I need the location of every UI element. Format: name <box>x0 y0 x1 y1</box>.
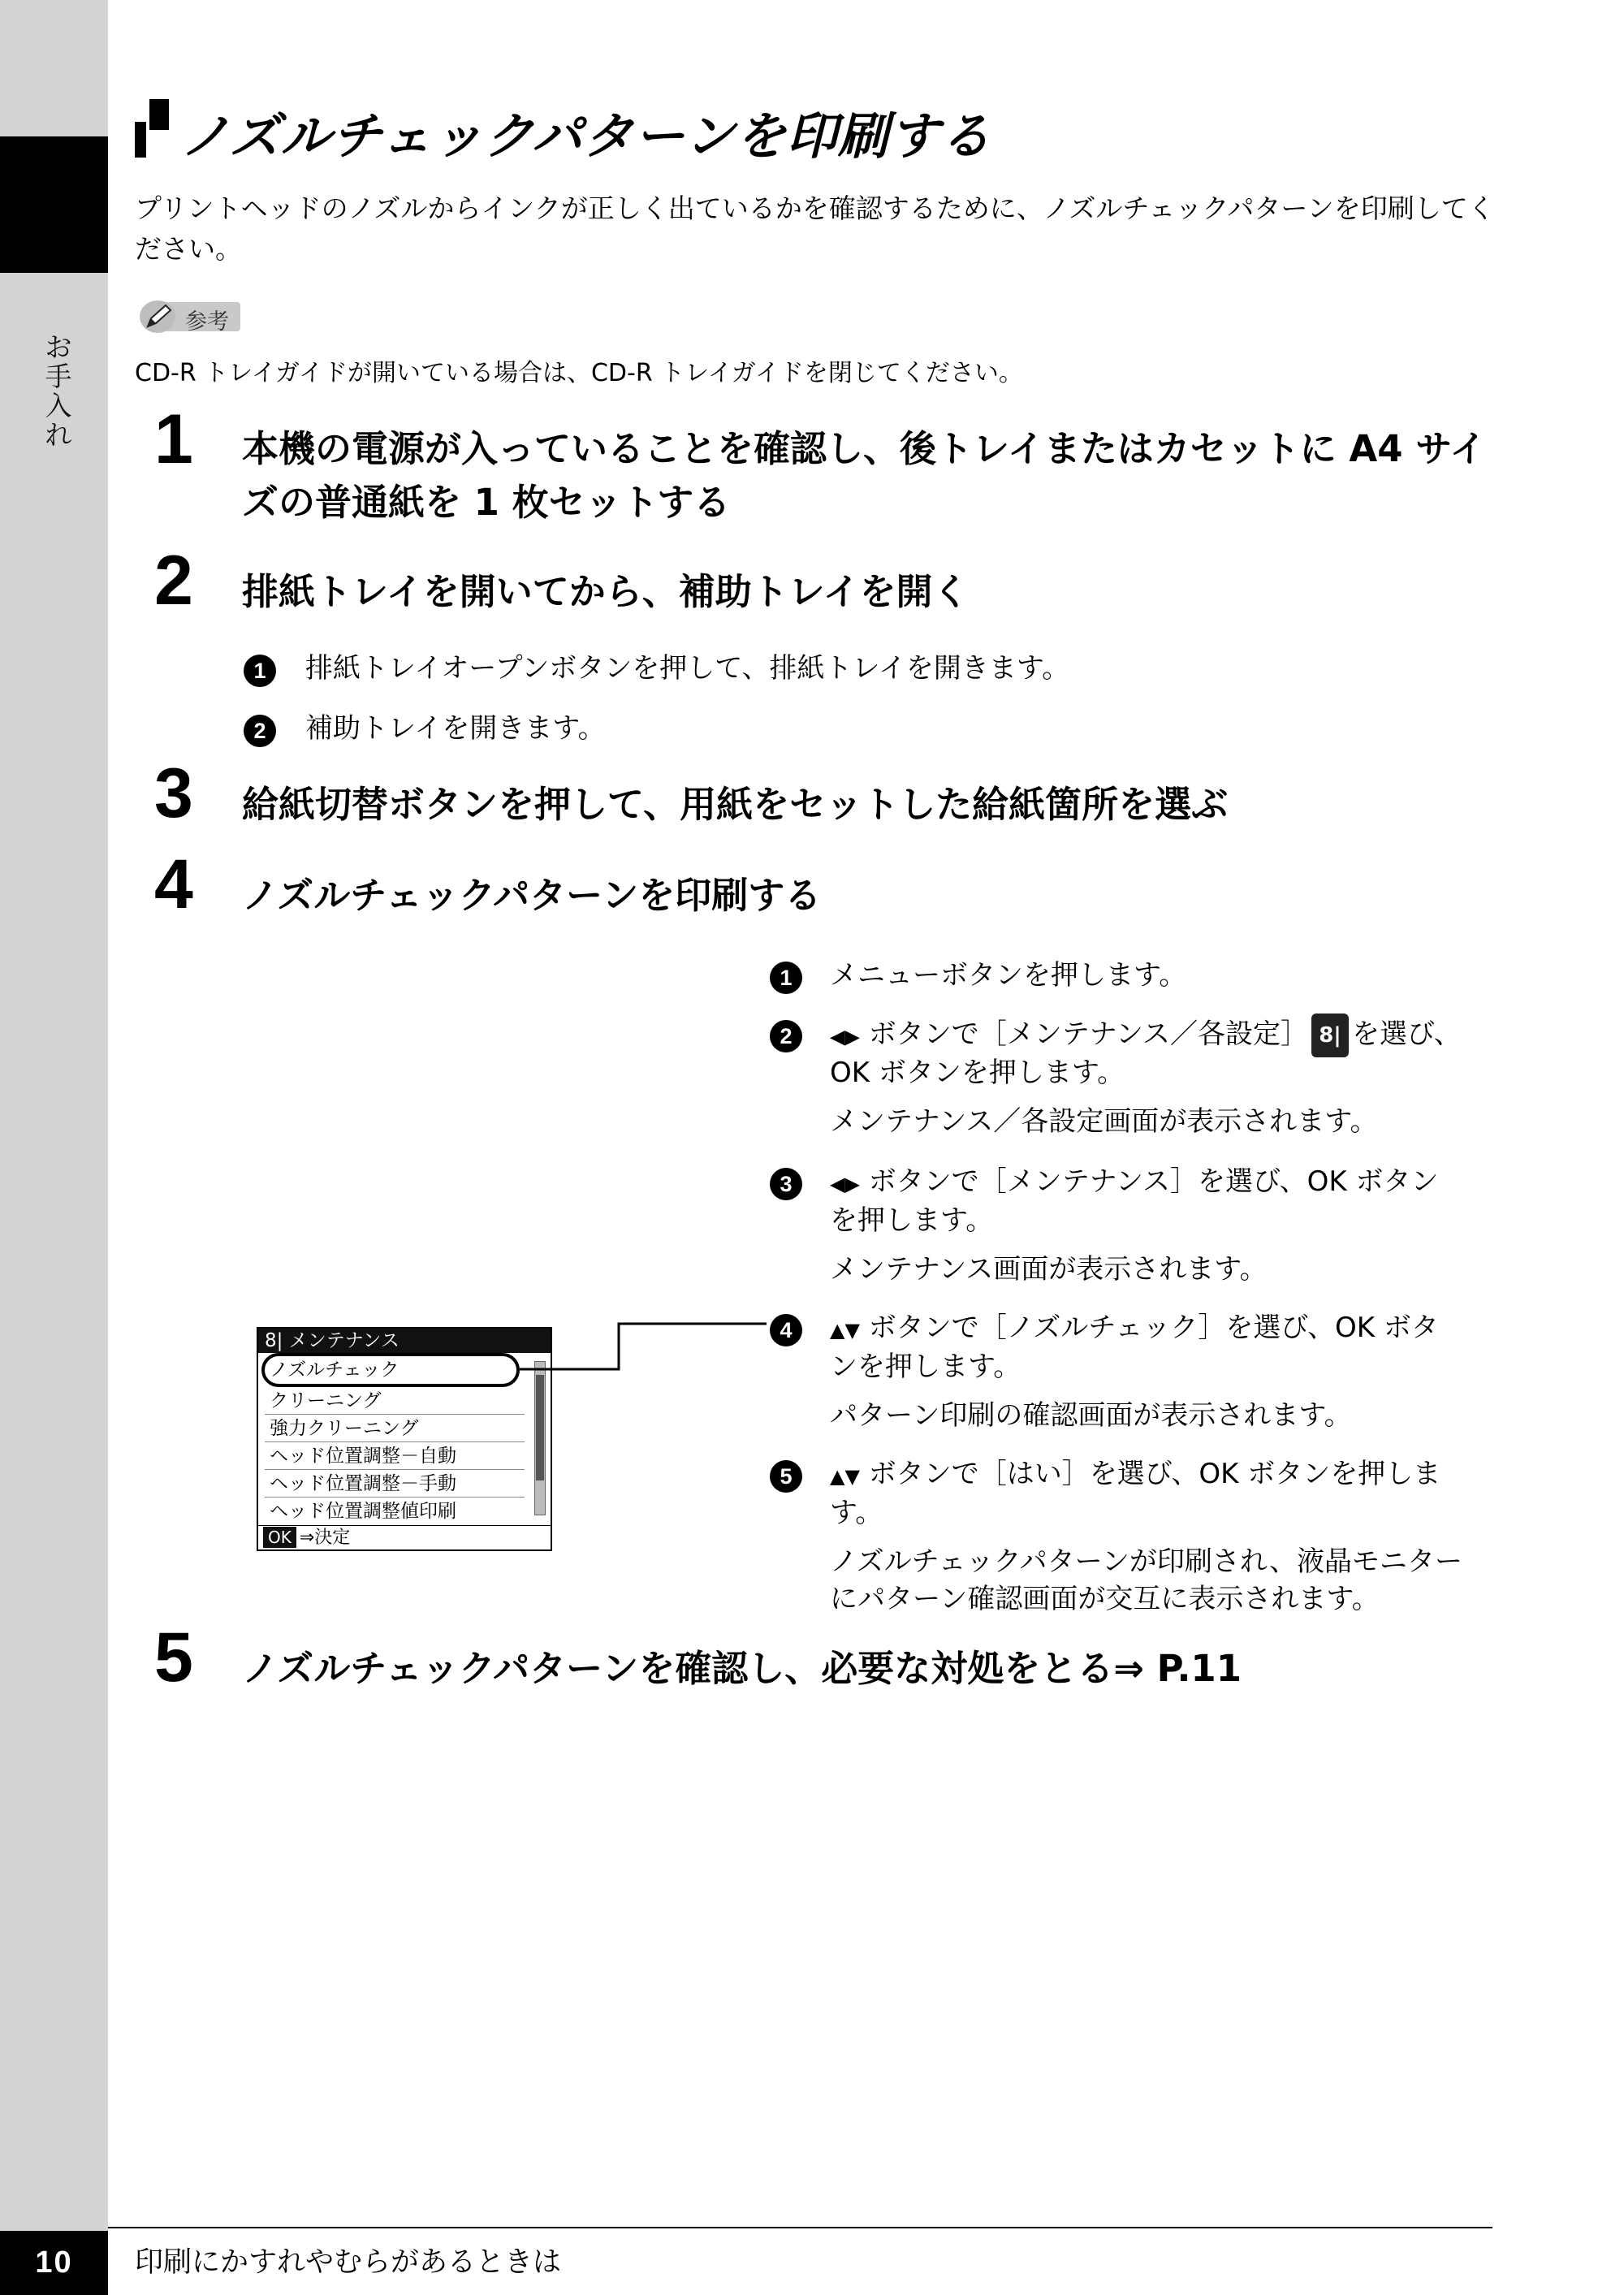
lcd-scrollbar <box>534 1361 546 1515</box>
note-badge: 参考 <box>135 297 240 335</box>
lcd-header: 8| メンテナンス <box>258 1329 551 1353</box>
chapter-label: お 手 入 れ <box>45 331 72 451</box>
title-marker-icon <box>135 99 171 158</box>
footer-section-title: 印刷にかすれやむらがあるときは <box>135 2246 562 2279</box>
substep-result: メンテナンス画面が表示されます。 <box>830 1253 1268 1286</box>
note-text: CD-R トレイガイドが開いている場合は、CD-R トレイガイドを閉じてください。 <box>135 359 1023 387</box>
pencil-icon <box>138 299 177 335</box>
substep-number-badge: 4 <box>770 1314 802 1346</box>
substep-number-badge: 2 <box>770 1020 802 1052</box>
substep-result: メンテナンス／各設定画面が表示されます。 <box>830 1105 1378 1138</box>
settings-menu-icon: 8| <box>1311 1014 1349 1057</box>
substep-text: ンを押します。 <box>830 1351 1021 1383</box>
lcd-menu-item: ヘッド位置調整値印刷 <box>270 1501 456 1522</box>
substep-text: す。 <box>830 1497 883 1529</box>
substep-number-badge: 5 <box>770 1460 802 1493</box>
step-number: 5 <box>154 1619 193 1696</box>
substep-number-badge: 1 <box>770 962 802 994</box>
substep-text: ▲▼ ボタンで［ノズルチェック］を選び、OK ボタ <box>830 1312 1439 1344</box>
substep-text: を押します。 <box>830 1204 994 1237</box>
substep-result: パターン印刷の確認画面が表示されます。 <box>830 1399 1352 1432</box>
substep-text: 補助トレイを開きます。 <box>305 712 606 745</box>
step-title: ノズルチェックパターンを印刷する <box>242 874 822 917</box>
lcd-menu-item: ヘッド位置調整－自動 <box>265 1442 525 1470</box>
substep-text: ▲▼ ボタンで［はい］を選び、OK ボタンを押しま <box>830 1458 1441 1490</box>
substep-result: にパターン確認画面が交互に表示されます。 <box>830 1583 1380 1615</box>
step-number: 2 <box>154 542 193 620</box>
intro-paragraph: プリントヘッドのノズルからインクが正しく出ているかを確認するために、ノズルチェックパターンを印刷してください。 <box>135 192 1495 265</box>
substep-number-badge: 1 <box>244 655 276 687</box>
step-number: 3 <box>154 754 193 832</box>
step-number: 1 <box>154 400 193 478</box>
substep-text: ◀▶ ボタンで［メンテナンス］を選び、OK ボタン <box>830 1165 1439 1198</box>
lcd-screen <box>257 1327 552 1551</box>
step-title: 本機の電源が入っていることを確認し、後トレイまたはカセットに A4 サイズの普通紙を 1 枚セットする <box>242 427 1487 524</box>
lcd-menu-item: ヘッド位置調整－手動 <box>265 1470 525 1498</box>
lcd-menu-item: ノズルチェック <box>270 1359 400 1381</box>
substep-number-badge: 3 <box>770 1168 802 1200</box>
lcd-footer: OK ⇒決定 <box>258 1525 551 1549</box>
substep-result: ノズルチェックパターンが印刷され、液晶モニター <box>830 1545 1462 1578</box>
substep-text: OK ボタンを押します。 <box>830 1057 1125 1089</box>
substep-number-badge: 2 <box>244 715 276 747</box>
substep-text: 排紙トレイオープンボタンを押して、排紙トレイを開きます。 <box>305 652 1070 685</box>
left-right-arrows-icon: ◀▶ <box>830 1025 860 1048</box>
step-number: 4 <box>154 845 193 923</box>
lcd-ok-badge: OK <box>263 1527 296 1548</box>
footer-rule <box>108 2227 1492 2228</box>
step-title: ノズルチェックパターンを確認し、必要な対処をとる⇒ P.11 <box>242 1647 1242 1690</box>
substep-text: ◀▶ ボタンで［メンテナンス／各設定］ 8| を選び、 <box>830 1014 1462 1057</box>
up-down-arrows-icon: ▲▼ <box>830 1465 860 1488</box>
left-right-arrows-icon: ◀▶ <box>830 1173 860 1195</box>
page-number: 10 <box>0 2231 108 2295</box>
lcd-menu-item: クリーニング <box>265 1387 525 1415</box>
substep-text: メニューボタンを押します。 <box>830 959 1187 992</box>
step-title: 給紙切替ボタンを押して、用紙をセットした給紙箇所を選ぶ <box>242 783 1229 826</box>
page-title: ノズルチェックパターンを印刷する <box>180 106 991 166</box>
up-down-arrows-icon: ▲▼ <box>830 1319 860 1342</box>
step-title: 排紙トレイを開いてから、補助トレイを開く <box>242 570 970 613</box>
lcd-menu-item: 強力クリーニング <box>265 1415 525 1442</box>
chapter-tab <box>0 136 108 273</box>
